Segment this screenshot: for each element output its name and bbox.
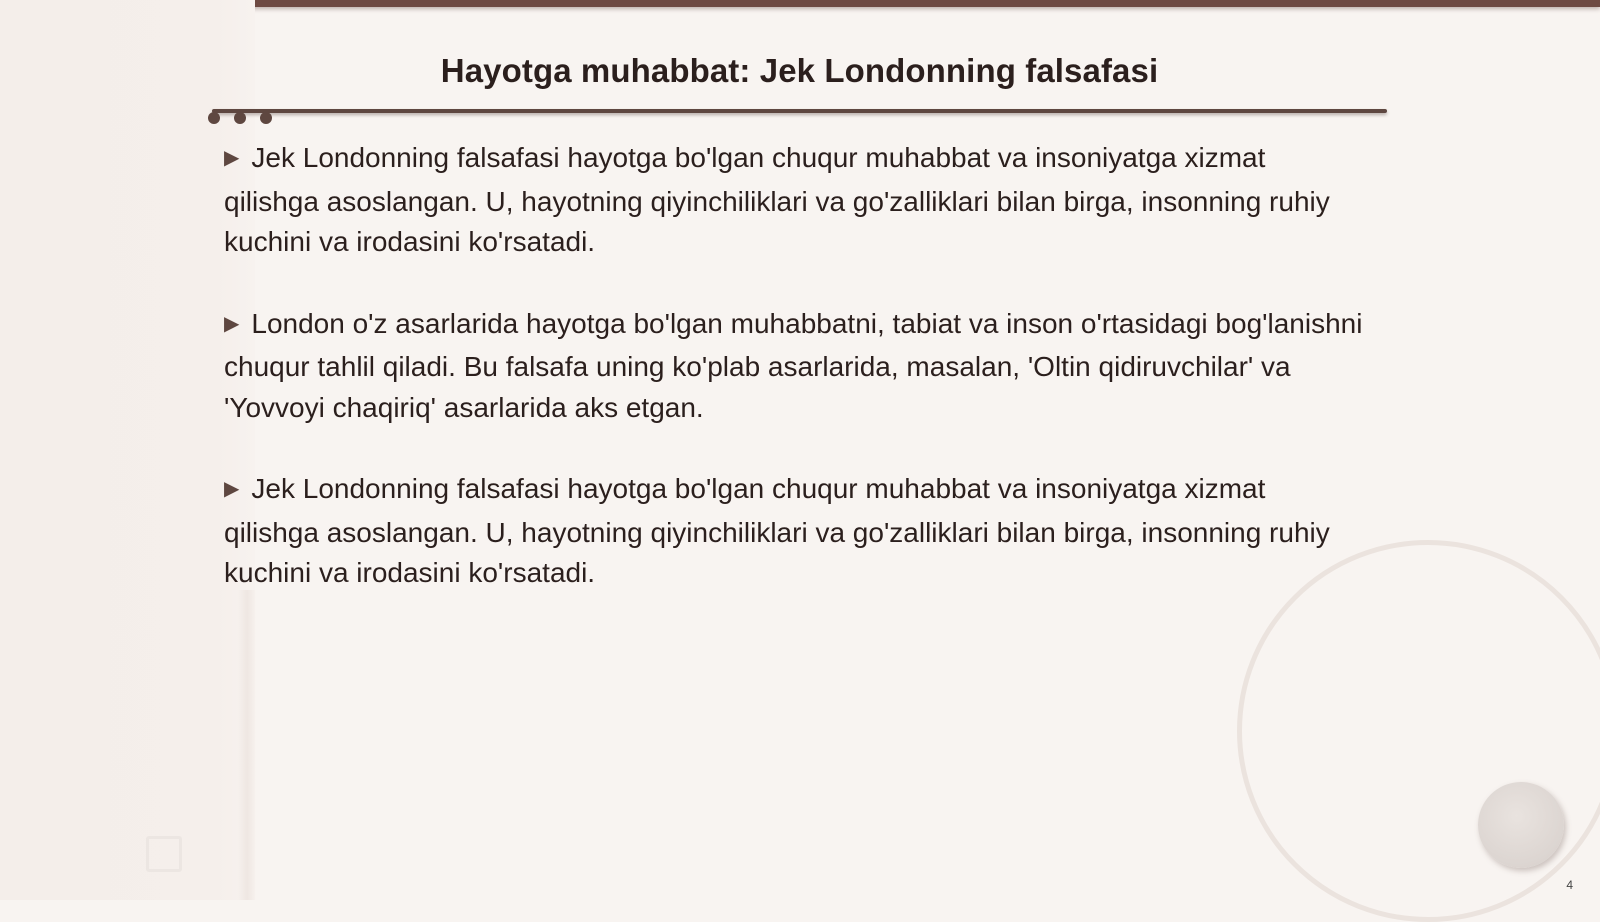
left-decorative-panel: [0, 0, 255, 900]
slide-body: [224, 138, 1364, 635]
decorative-disc: [1478, 782, 1564, 868]
underline-dot-1: [208, 112, 220, 124]
paragraph-text: Jek Londonning falsafasi hayotga bo'lgan chuqur muhabbat va insoniyatga xizmat qilishga asoslangan. U, hayotning qiyinchiliklari va go'zalliklari bilan birga, insonning ruhiy kuchini va irodasini ko'rsatadi.: [224, 473, 1330, 588]
left-panel-shadow: [238, 590, 256, 900]
decorative-ring: [1237, 540, 1600, 922]
title-underline: [212, 109, 1387, 113]
bullet-paragraph-3: [224, 469, 1364, 594]
underline-dot-2: [234, 112, 246, 124]
triangle-right-icon: ▶: [224, 147, 240, 169]
triangle-right-icon: ▶: [224, 478, 240, 500]
underline-dot-3: [260, 112, 272, 124]
paragraph-text: London o'z asarlarida hayotga bo'lgan muhabbatni, tabiat va inson o'rtasidagi bog'lanishni chuqur tahlil qiladi. Bu falsafa uning ko'plab asarlarida, masalan, 'Oltin qidiruvchilar' va 'Yovvoyi chaqiriq' asarlarida aks etgan.: [224, 307, 1363, 423]
bullet-paragraph-1: [224, 138, 1364, 263]
slide-title: Hayotga muhabbat: Jek Londonning falsafasi: [440, 52, 1159, 89]
slide-number: 4: [1566, 878, 1573, 892]
decorative-square-icon: [146, 836, 182, 872]
paragraph-text: Jek Londonning falsafasi hayotga bo'lgan chuqur muhabbat va insoniyatga xizmat qilishga asoslangan. U, hayotning qiyinchiliklari va go'zalliklari bilan birga, insonning ruhiy kuchini va irodasini ko'rsatadi.: [224, 142, 1330, 257]
triangle-right-icon: ▶: [224, 312, 240, 335]
bullet-paragraph-2: [224, 304, 1364, 429]
